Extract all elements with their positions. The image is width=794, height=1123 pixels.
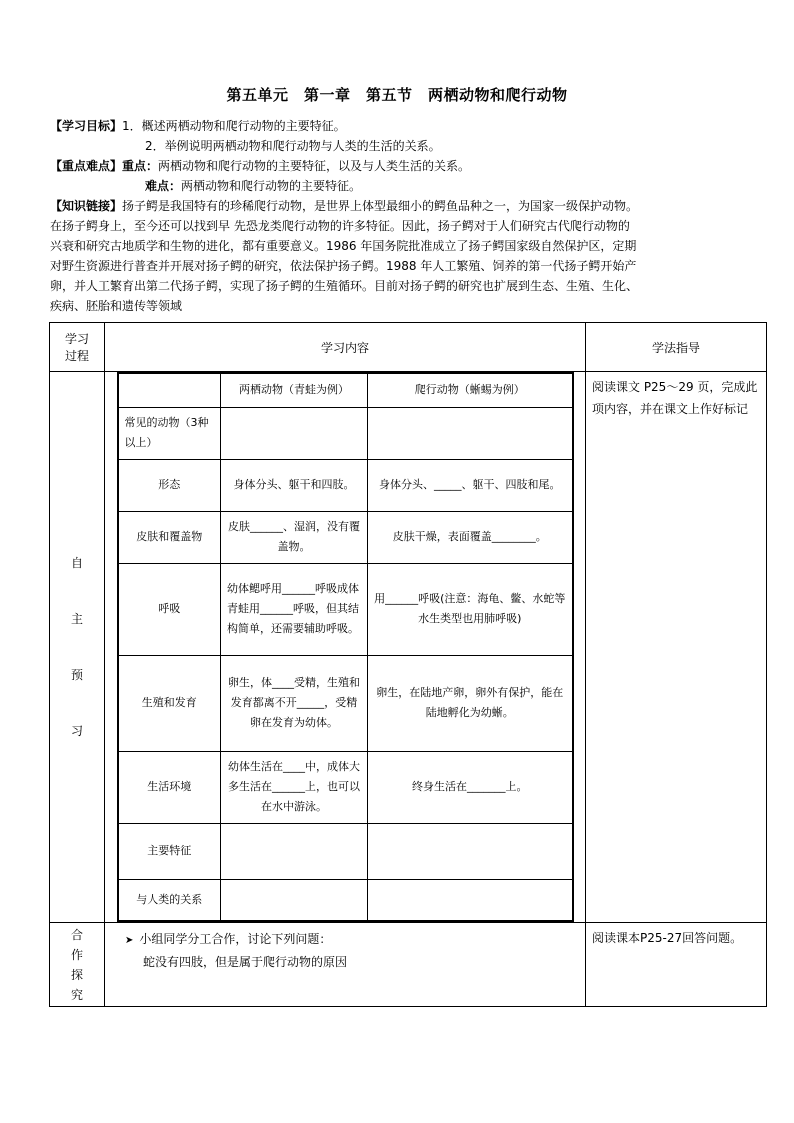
- section-name-self-study: [50, 372, 105, 923]
- comparison-col-amphibian: 两栖动物（青蛙为例）: [221, 373, 368, 407]
- table-header-row: [50, 323, 767, 372]
- row-label: 常见的动物（3种以上）: [118, 407, 221, 459]
- goals-line-2: [50, 136, 770, 156]
- section-char: 自: [70, 556, 83, 570]
- intro-section: [50, 116, 770, 316]
- row-label: 呼吸: [118, 563, 221, 655]
- comparison-corner: [118, 373, 221, 407]
- cooperation-bullet: [105, 923, 585, 951]
- self-study-content: [105, 372, 586, 923]
- header-process: [50, 323, 105, 372]
- goal-item-2: 2．举例说明两栖动物和爬行动物与人类的生活的关系。: [145, 139, 441, 153]
- amphibian-cell: 卵生，体____受精，生殖和发育都离不开_____，受精卵在发育为幼体。: [221, 655, 368, 751]
- amphibian-cell: 身体分头、躯干和四肢。: [221, 459, 368, 511]
- hard-label: 难点：: [145, 179, 182, 193]
- goal-item-1: 1．概述两栖动物和爬行动物的主要特征。: [122, 119, 346, 133]
- comparison-header-row: [118, 373, 573, 407]
- key-points-label: 【重点难点】: [50, 159, 123, 173]
- knowledge-text: 扬子鳄是我国特有的珍稀爬行动物，是世界上体型最细小的鳄鱼品种之一，为国家一级保护动物。: [122, 199, 639, 213]
- row-label: 形态: [118, 459, 221, 511]
- row-label: 生活环境: [118, 751, 221, 823]
- header-process-line: 过程: [64, 349, 89, 363]
- section-char: 究: [70, 987, 83, 1002]
- row-label: 生殖和发育: [118, 655, 221, 751]
- row-label: 主要特征: [118, 823, 221, 879]
- arrow-bullet-icon: ➤: [125, 935, 134, 946]
- knowledge-text: 兴衰和研究古地质学和生物的进化，都有重要意义。1986 年国务院批准成立了扬子鳄国家级自然保护区，定期: [50, 239, 637, 253]
- page-title: 第五单元 第一章 第五节 两栖动物和爬行动物: [226, 86, 568, 104]
- amphibian-cell: 皮肤______、湿润，没有覆盖物。: [221, 511, 368, 563]
- reptile-cell: 终身生活在_______上。: [368, 751, 573, 823]
- amphibian-cell: 幼体生活在____中，成体大多生活在______上，也可以在水中游泳。: [221, 751, 368, 823]
- amphibian-cell: 幼体鳃呼用______呼吸成体青蛙用______呼吸，但其结构简单，还需要辅助呼吸。: [221, 563, 368, 655]
- header-process-line: 学习: [64, 332, 89, 346]
- header-content: 学习内容: [105, 323, 586, 372]
- section-char: 作: [70, 947, 83, 962]
- reptile-answer-cell[interactable]: [368, 823, 573, 879]
- row-label: 皮肤和覆盖物: [118, 511, 221, 563]
- row-label: 与人类的关系: [118, 879, 221, 921]
- guide-cooperation: 阅读课本P25-27回答问题。: [586, 923, 767, 1007]
- header-guide: 学法指导: [586, 323, 767, 372]
- reptile-cell: 皮肤干燥，表面覆盖________。: [368, 511, 573, 563]
- knowledge-text: 在扬子鳄身上，至今还可以找到早 先恐龙类爬行动物的许多特征。因此，扬子鳄对于人们研究古代爬行动物的: [50, 219, 630, 233]
- section-char: 探: [70, 967, 83, 982]
- knowledge-text: 疾病、胚胎和遗传等领域: [50, 299, 183, 313]
- knowledge-line-1: [50, 196, 770, 216]
- key-label: 重点：: [122, 159, 159, 173]
- cooperation-instruction: 小组同学分工合作，讨论下列问题：: [139, 932, 332, 946]
- comparison-row: [118, 407, 573, 459]
- hard-points-line: [50, 176, 770, 196]
- amphibian-answer-cell[interactable]: [221, 407, 368, 459]
- comparison-row: [118, 879, 573, 921]
- key-text: 两栖动物和爬行动物的主要特征，以及与人类生活的关系。: [158, 159, 471, 173]
- section-name-cooperation: [50, 923, 105, 1007]
- key-points-line: [50, 156, 770, 176]
- knowledge-text: 对野生资源进行普查并开展对扬子鳄的研究，依法保护扬子鳄。1988 年人工繁殖、饲养的第一代扬子鳄开始产: [50, 259, 637, 273]
- section-char: 主: [70, 612, 83, 626]
- reptile-answer-cell[interactable]: [368, 879, 573, 921]
- study-table: [49, 322, 767, 1007]
- comparison-col-reptile: 爬行动物（蜥蜴为例）: [368, 373, 573, 407]
- knowledge-label: 【知识链接】: [50, 199, 123, 213]
- amphibian-answer-cell[interactable]: [221, 823, 368, 879]
- comparison-row: [118, 459, 573, 511]
- comparison-row: [118, 751, 573, 823]
- hard-text: 两栖动物和爬行动物的主要特征。: [181, 179, 362, 193]
- amphibian-answer-cell[interactable]: [221, 879, 368, 921]
- reptile-cell: 卵生，在陆地产卵，卵外有保护，能在陆地孵化为幼蜥。: [368, 655, 573, 751]
- guide-self-study: 阅读课文 P25～29 页，完成此项内容，并在课文上作好标记: [586, 372, 767, 923]
- reptile-cell: 身体分头、_____、躯干、四肢和尾。: [368, 459, 573, 511]
- comparison-row: [118, 563, 573, 655]
- goals-line-1: [50, 116, 770, 136]
- section-self-study-row: [50, 372, 767, 923]
- comparison-row: [118, 823, 573, 879]
- section-char: 预: [70, 668, 83, 682]
- comparison-table: [117, 372, 574, 922]
- cooperation-content: [105, 923, 586, 1007]
- goals-label: 【学习目标】: [50, 119, 123, 133]
- cooperation-question: 蛇没有四肢，但是属于爬行动物的原因: [143, 955, 348, 969]
- reptile-cell: 用______呼吸(注意：海龟、鳖、水蛇等水生类型也用肺呼吸): [368, 563, 573, 655]
- knowledge-text: 卵，并人工繁育出第二代扬子鳄，实现了扬子鳄的生殖循环。目前对扬子鳄的研究也扩展到生态、生殖、生化、: [50, 279, 639, 293]
- reptile-answer-cell[interactable]: [368, 407, 573, 459]
- section-char: 习: [70, 724, 83, 738]
- comparison-row: [118, 655, 573, 751]
- comparison-row: [118, 511, 573, 563]
- section-cooperation-row: [50, 923, 767, 1007]
- section-char: 合: [70, 927, 83, 942]
